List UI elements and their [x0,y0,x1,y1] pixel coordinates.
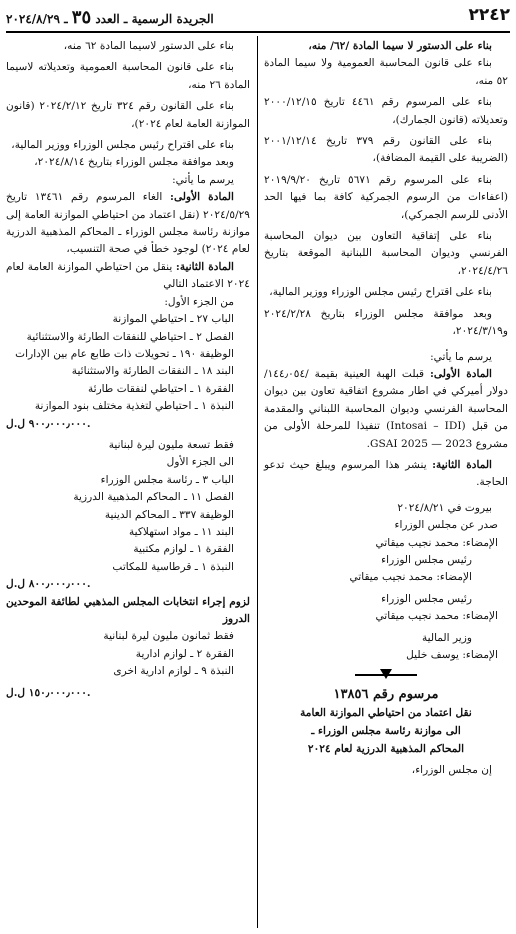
issue-date: ـ ٢٠٢٤/٨/٢٩ [6,12,68,26]
decree-number: مرسوم رقم ١٣٨٥٦ [333,687,439,703]
budget-line: النبذة ١ ـ قرطاسية للمكاتب [112,560,234,573]
paragraph: بناء على القانون رقم ٣٢٤ تاريخ ٢٠٢٤/٢/١٢ (قانون الموازنة العامة لعام ٢٠٢٤)، [6,100,250,130]
budget-line: الباب ٣ ـ رئاسة مجلس الوزراء [100,473,234,486]
signature-line: رئيس مجلس الوزراء [381,553,472,566]
part-label: من الجزء الأول: [164,295,234,308]
signature-line: وزير المالية [421,631,472,644]
amount-words: فقط تسعة مليون ليرة لبنانية [108,438,234,451]
paragraph: وبعد موافقة مجلس الوزراء بتاريخ ٢٠٢٤/٢/٢٨ و٢٠٢٤/٣/١٩، [264,307,508,338]
amount-line [6,685,250,702]
amount-unit: ل.ل. [6,417,91,430]
budget-line: النبذة ٩ ـ لوازم ادارية اخرى [113,665,234,678]
paragraph: بناء على المرسوم رقم ٤٤٦١ تاريخ ٢٠٠٠/١٢/١٥ وتعديلاته (قانون الجمارك)، [264,96,508,126]
left-column [6,38,250,702]
decree-title: المحاكم المذهبية الدرزية لعام ٢٠٢٤ [307,742,465,755]
paragraph: بناء على اقتراح رئيس مجلس الوزراء ووزير المالية، [269,286,492,299]
article-text: الغاء المرسوم رقم ١٣٤٦١ تاريخ ٢٠٢٤/٥/٢٩ (نقل اعتماد من احتياطي الموازنة العامة إلى موازنة رئاسة مجلس الوزراء ـ المحاكم المذهبية الدرزية لعام ٢٠٢٤) لوجود خطأ في صحة التنسيب، [6,191,250,256]
signature-line: صدر عن مجلس الوزراء [394,519,498,532]
paragraph: بناء على قانون المحاسبة العمومية وتعديلاته لاسيما المادة ٢٦ منه، [6,61,250,91]
signature-line: الإمضاء: محمد نجيب ميقاتي [349,571,472,584]
paragraph: وبعد موافقة مجلس الوزراء بتاريخ ٢٠٢٤/٨/١٤، [34,156,234,169]
amount-unit: ل.ل. [6,578,91,591]
paragraph: بناء على الدستور لا سيما المادة /٦٢/ منه، [308,40,492,52]
article-text: ينقل من احتياطي الموازنة العامة لعام ٢٠٢٤ الاعتماد التالي [6,260,250,291]
paragraph: بناء على إتفاقية التعاون بين ديوان المحاسبة الفرنسي وديوان المحاسبة اللبنانية الموقعة بتاريخ ٢٠٢٤/٤/٢٦، [264,230,508,277]
paragraph: بناء على قانون المحاسبة العمومية ولا سيما المادة ٥٢ منه، [264,57,508,87]
decree-intro: يرسم ما يأتي: [172,173,234,186]
article-label: المادة الأولى: [170,191,234,204]
amount-line [6,576,250,593]
gazette-title [6,7,214,28]
signature-line: الإمضاء: محمد نجيب ميقاتي [375,610,498,623]
decree-intro: يرسم ما يأتي: [430,350,492,363]
budget-line: الباب ٢٧ ـ احتياطي الموازنة [112,313,234,326]
paragraph: بناء على المرسوم رقم ٥٦٧١ تاريخ ٢٠١٩/٩/٢٠ (اعفاءات من الرسوم الجمركية كافة بما فيها الحد الأدنى للرسم الجمركي)، [264,173,508,221]
budget-line: الوظيفة ٣٣٧ ـ المحاكم الدينية [104,508,234,521]
page-header [6,4,510,30]
amount-line [6,416,250,433]
part-label: الى الجزء الأول [166,456,234,469]
budget-line: الوظيفة ١٩٠ ـ تحويلات ذات طابع عام بين الإدارات [15,347,234,360]
header-rule [6,31,510,33]
amount-value: ٩٠٠٫٠٠٠٫٠٠٠ [28,417,87,430]
signature-line: الإمضاء: يوسف خليل [406,649,498,661]
amount-words: فقط ثمانون مليون ليرة لبنانية [103,630,234,643]
budget-line: الفقرة ٢ ـ لوازم ادارية [135,647,234,660]
budget-line: النبذة ١ ـ احتياطي لتغذية مختلف بنود الموازنة [34,400,234,413]
budget-line: الفصل ١١ ـ المحاكم المذهبية الدرزية [73,491,234,504]
article-label: المادة الأولى: [429,367,492,380]
article-1 [264,366,508,453]
signature-line: الإمضاء: محمد نجيب ميقاتي [375,536,498,549]
paragraph: بناء على اقتراح رئيس مجلس الوزراء ووزير المالية، [11,139,234,152]
column-divider [257,36,258,928]
article-label: المادة الثانية: [432,458,492,471]
amount-unit: ل.ل. [6,686,91,699]
budget-line: البند ١٨ ـ النفقات الطارئة والاستثنائية [71,365,234,378]
place-date: بيروت في ٢٠٢٤/٨/٢١ [397,501,492,514]
article-1 [6,189,250,259]
article-2 [264,457,508,492]
amount-value: ٨٠٠٫٠٠٠٫٠٠٠ [28,578,87,591]
article-2 [6,259,250,294]
article-text: ينشر هذا المرسوم ويبلغ حيث تدعو الحاجة. [264,458,508,489]
decree-title: الى موازنة رئاسة مجلس الوزراء ـ [311,724,461,737]
issue-number: ٣٥ [71,7,92,28]
page-number: ٢٢٤٢ [468,5,510,25]
separator-arrow-icon [345,668,427,682]
right-column [264,38,508,779]
paragraph: بناء على الدستور لاسيما المادة ٦٢ منه، [63,40,234,52]
paragraph: إن مجلس الوزراء، [411,763,492,776]
budget-line: الفصل ٢ ـ احتياطي للنفقات الطارئة والاستثنائية [26,330,234,343]
title-text: الجريدة الرسمية ـ العدد [95,12,214,26]
article-text: قبلت الهبة العينية بقيمة /١٤٤٫٠٥٤/ دولار أميركي في اطار مشروع اتفاقية تعاون بين ديوان المحاسبة الفرنسي وديوان المحاسبة اللبناني والمقدمة من قبل (Intosai – IDI) تنفيذا للمرحلة الأولى من مشروع GSAI 2025 — 2023. [264,367,508,450]
section-heading: لزوم إجراء انتخابات المجلس المذهبي لطائفة الموحدين الدروز [6,595,250,625]
article-label: المادة الثانية: [175,260,234,273]
decree-title: نقل اعتماد من احتياطي الموازنة العامة [300,706,472,719]
budget-line: الفقرة ١ ـ احتياطي لنفقات طارئة [87,382,234,395]
budget-line: البند ١١ ـ مواد استهلاكية [128,525,234,538]
paragraph: بناء على القانون رقم ٣٧٩ تاريخ ٢٠٠١/١٢/١٤ (الضريبة على القيمة المضافة)، [264,135,508,165]
budget-line: الفقرة ١ ـ لوازم مكتبية [133,543,234,556]
amount-value: ١٥٠٫٠٠٠٫٠٠٠ [28,686,87,699]
signature-line: رئيس مجلس الوزراء [381,592,472,605]
